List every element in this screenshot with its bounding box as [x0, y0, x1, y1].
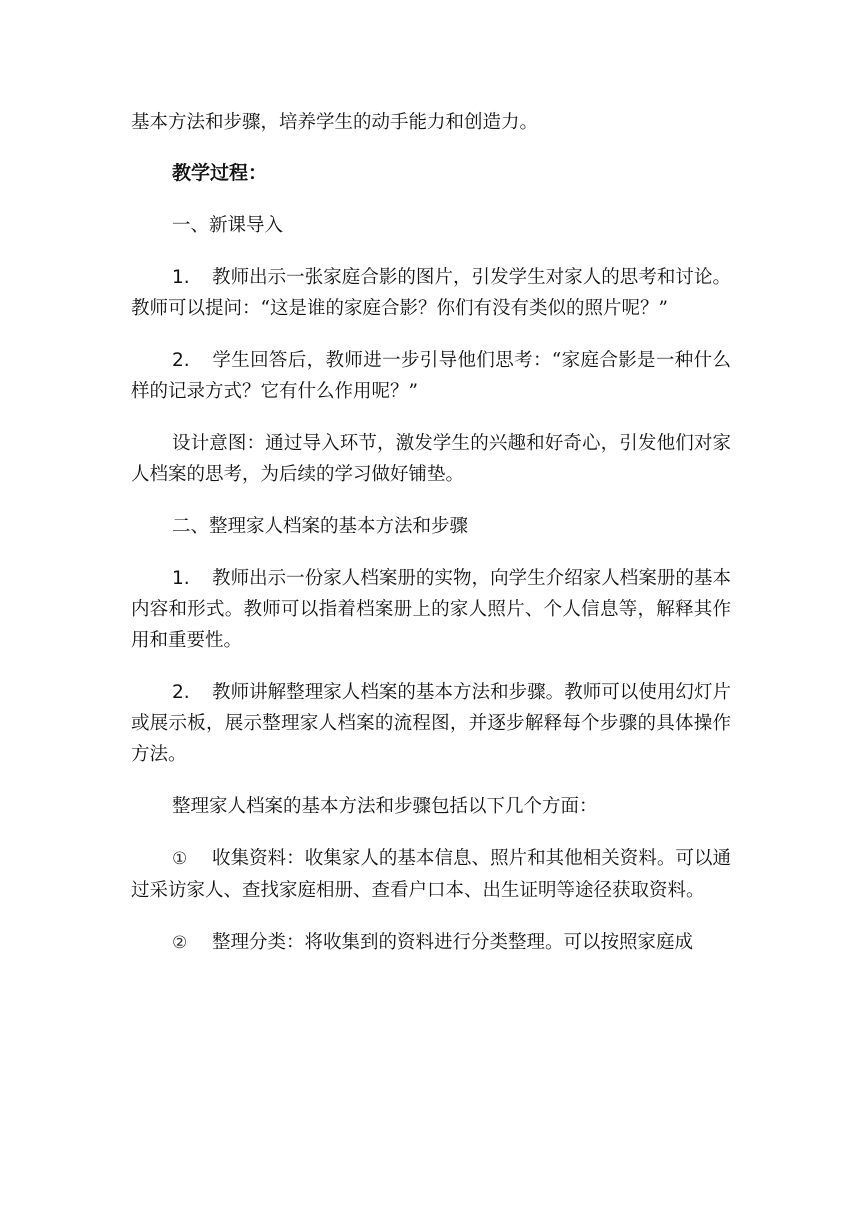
item-number: 2. — [172, 350, 190, 371]
section-one-title: 一、新课导入 — [172, 215, 284, 236]
item-number: 1. — [172, 267, 190, 288]
intro-paragraph-tail: 基本方法和步骤，培养学生的动手能力和创造力。 — [131, 112, 539, 133]
step-1-paragraph — [131, 843, 731, 906]
section-two-item-1 — [131, 563, 731, 656]
section-two-title: 二、整理家人档案的基本方法和步骤 — [172, 516, 469, 537]
design-intent-paragraph: 设计意图：通过导入环节，激发学生的兴趣和好奇心，引发他们对家人档案的思考，为后续的学习做好铺垫。 — [131, 433, 731, 485]
item-text: 教师出示一张家庭合影的图片，引发学生对家人的思考和讨论。教师可以提问：“这是谁的家庭合影？你们有没有类似的照片呢？” — [131, 267, 731, 319]
document-body — [131, 107, 731, 959]
steps-intro-paragraph: 整理家人档案的基本方法和步骤包括以下几个方面： — [172, 796, 598, 817]
circled-number-marker: ① — [172, 849, 188, 869]
item-text: 教师出示一份家人档案册的实物，向学生介绍家人档案册的基本内容和形式。教师可以指着档案册上的家人照片、个人信息等，解释其作用和重要性。 — [131, 568, 731, 651]
section-one-item-1 — [131, 262, 731, 324]
item-text: 教师讲解整理家人档案的基本方法和步骤。教师可以使用幻灯片或展示板，展示整理家人档案的流程图，并逐步解释每个步骤的具体操作方法。 — [131, 682, 731, 765]
section-two-item-2 — [131, 677, 731, 770]
step-2-paragraph — [131, 927, 731, 959]
step-text: 整理分类：将收集到的资料进行分类整理。可以按照家庭成 — [212, 932, 694, 953]
item-number: 1. — [172, 568, 190, 589]
teaching-process-heading: 教学过程： — [172, 162, 268, 184]
section-one-item-2 — [131, 345, 731, 407]
circled-number-marker: ② — [172, 933, 188, 953]
step-text: 收集资料：收集家人的基本信息、照片和其他相关资料。可以通过采访家人、查找家庭相册、查看户口本、出生证明等途径获取资料。 — [131, 848, 731, 901]
item-text: 学生回答后，教师进一步引导他们思考：“家庭合影是一种什么样的记录方式？它有什么作用呢？” — [131, 350, 731, 402]
item-number: 2. — [172, 682, 190, 703]
